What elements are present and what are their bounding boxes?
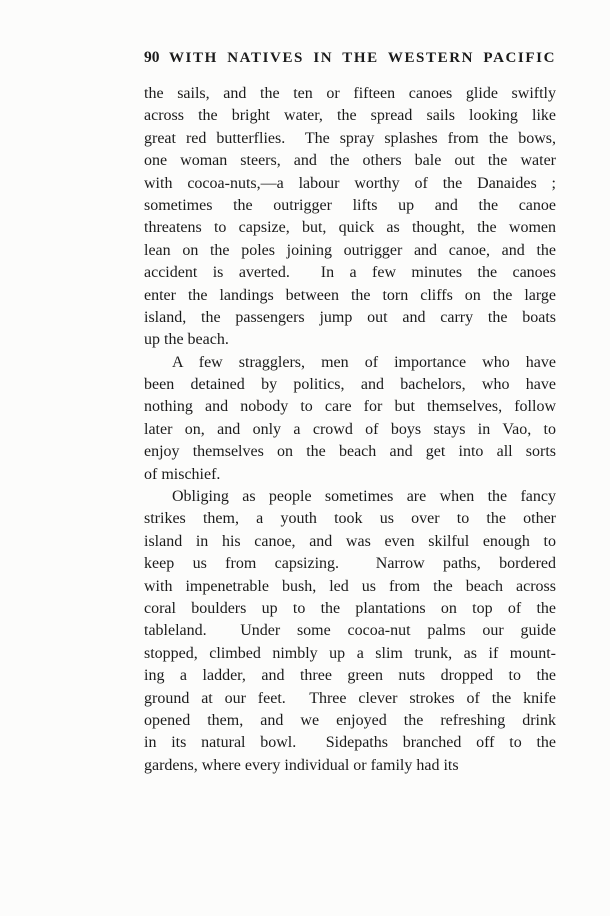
- text-line: threatens to capsize, but, quick as thought, the women: [144, 219, 556, 237]
- text-line: with cocoa-nuts,—a labour worthy of the Danaides ;: [144, 174, 556, 192]
- text-line: later on, and only a crowd of boys stays in Vao, to: [144, 420, 556, 438]
- text-line: opened them, and we enjoyed the refreshing drink: [144, 711, 556, 729]
- text-line: been detained by politics, and bachelors, who have: [144, 376, 556, 394]
- text-line: keep us from capsizing. Narrow paths, bordered: [144, 555, 556, 573]
- page-body: [144, 83, 556, 777]
- paragraph: [144, 486, 556, 777]
- text-line: stopped, climbed nimbly up a slim trunk, as if mount-: [144, 644, 556, 662]
- text-line: nothing and nobody to care for but themselves, follow: [144, 398, 556, 416]
- text-line: one woman steers, and the others bale out the water: [144, 152, 556, 170]
- text-line: accident is averted. In a few minutes the canoes: [144, 264, 556, 282]
- text-line: enter the landings between the torn cliffs on the large: [144, 286, 556, 304]
- text-line: enjoy themselves on the beach and get into all sorts: [144, 443, 556, 461]
- text-line: sometimes the outrigger lifts up and the canoe: [144, 196, 556, 214]
- text-line: of mischief.: [144, 465, 221, 483]
- paragraph: [144, 352, 556, 486]
- text-line: coral boulders up to the plantations on top of the: [144, 599, 556, 617]
- text-line: island, the passengers jump out and carry the boats: [144, 308, 556, 326]
- paragraph: [144, 83, 556, 352]
- running-header: [144, 50, 556, 66]
- text-line: island in his canoe, and was even skilful enough to: [144, 532, 556, 550]
- text-line: strikes them, a youth took us over to the other: [144, 510, 556, 528]
- text-line: ing a ladder, and three green nuts dropped to the: [144, 667, 556, 685]
- text-line: great red butterflies. The spray splashes from the bows,: [144, 129, 556, 147]
- text-line: lean on the poles joining outrigger and canoe, and the: [144, 241, 556, 259]
- text-line: the sails, and the ten or fifteen canoes glide swiftly: [144, 85, 556, 102]
- text-line: Obliging as people sometimes are when the fancy: [172, 488, 556, 506]
- text-line: ground at our feet. Three clever strokes of the knife: [144, 689, 556, 707]
- text-line: tableland. Under some cocoa-nut palms our guide: [144, 622, 556, 640]
- running-title: WITH NATIVES IN THE WESTERN PACIFIC: [168, 50, 556, 66]
- page-number: 90: [144, 49, 160, 66]
- text-line: gardens, where every individual or family had its: [144, 756, 459, 774]
- book-page: [144, 50, 556, 777]
- text-line: across the bright water, the spread sails looking like: [144, 107, 556, 125]
- text-line: with impenetrable bush, led us from the beach across: [144, 577, 556, 595]
- text-line: in its natural bowl. Sidepaths branched off to the: [144, 734, 556, 752]
- text-line: A few stragglers, men of importance who have: [172, 353, 556, 371]
- text-line: up the beach.: [144, 331, 229, 349]
